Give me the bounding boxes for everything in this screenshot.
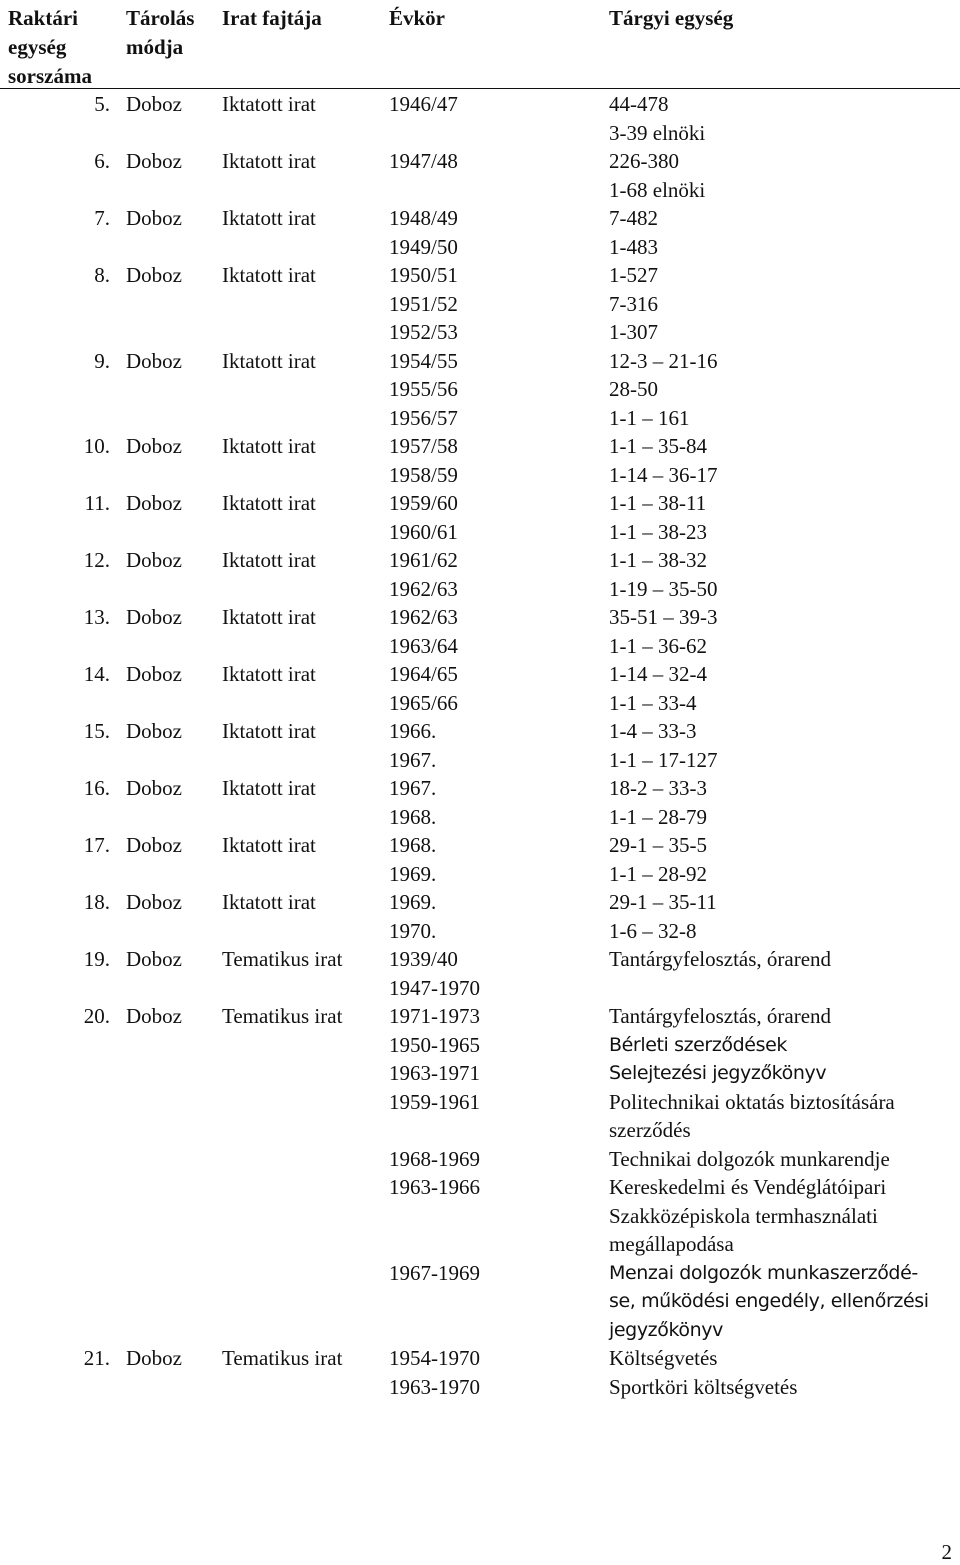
subject-cell (609, 204, 658, 261)
year-range (389, 1230, 480, 1259)
storage-mode: Doboz (126, 719, 182, 743)
subject-line: Sportköri költségvetés (609, 1374, 798, 1399)
subject-line: 1-14 – 36-17 (609, 462, 718, 487)
year-range: 1948/49 (389, 206, 458, 230)
box-number: 18. (83, 890, 110, 914)
subject-line: Szakközépiskola termhasználati (609, 1203, 878, 1228)
subject-line: 28-50 (609, 377, 658, 401)
storage-mode: Doboz (126, 348, 182, 373)
storage-mode: Doboz (126, 263, 182, 287)
subject-cell (609, 831, 707, 888)
subject-cell (609, 432, 718, 489)
year-range: 1960/61 (389, 519, 458, 544)
year-range (389, 176, 458, 205)
year-range: 1966. (389, 719, 437, 743)
year-range: 1939/40 (389, 947, 458, 971)
year-range: 1958/59 (389, 462, 458, 487)
subject-line: 1-307 (609, 320, 658, 344)
subject-line: 1-1 – 35-84 (609, 434, 707, 458)
year-range-cell (389, 945, 480, 1002)
subject-line: Költségvetés (609, 1346, 718, 1370)
subject-cell (609, 945, 831, 1002)
document-type: Tematikus irat (222, 1346, 343, 1370)
table-row (0, 432, 960, 489)
box-number: 12. (83, 548, 110, 572)
year-range: 1954-1970 (389, 1346, 480, 1370)
subject-line (609, 974, 831, 1003)
year-range: 1950-1965 (389, 1032, 480, 1057)
subject-line: 1-4 – 33-3 (609, 719, 697, 743)
storage-mode: Doboz (126, 1346, 182, 1370)
year-range: 1951/52 (389, 291, 458, 316)
subject-line: szerződés (609, 1118, 691, 1142)
subject-cell (609, 1344, 797, 1401)
year-range: 1957/58 (389, 434, 458, 458)
year-range: 1963-1966 (389, 1175, 480, 1199)
subject-line: 1-1 – 33-4 (609, 690, 697, 715)
year-range: 1954/55 (389, 348, 458, 373)
subject-line: Tantárgyfelosztás, órarend (609, 947, 832, 971)
year-range-cell (389, 831, 436, 888)
subject-line: 1-527 (609, 263, 658, 287)
document-type: Tematikus irat (222, 947, 343, 971)
subject-line: Menzai dolgozók munkaszerződé- (609, 1261, 918, 1284)
subject-cell (609, 774, 707, 831)
document-type: Iktatott irat (222, 719, 316, 743)
document-type: Iktatott irat (222, 263, 316, 287)
year-range: 1967-1969 (389, 1260, 480, 1285)
year-range-cell (389, 147, 458, 204)
document-type: Iktatott irat (222, 662, 316, 686)
subject-line: 7-316 (609, 291, 658, 316)
box-number: 11. (84, 491, 110, 515)
year-range: 1963/64 (389, 633, 458, 658)
storage-mode: Doboz (126, 662, 182, 686)
year-range: 1962/63 (389, 576, 458, 601)
subject-cell (609, 717, 718, 774)
year-range: 1956/57 (389, 405, 458, 430)
year-range: 1949/50 (389, 234, 458, 259)
subject-line: Tantárgyfelosztás, órarend (609, 1004, 832, 1028)
subject-line: 1-1 – 38-23 (609, 519, 707, 544)
table-row (0, 1344, 960, 1401)
storage-mode: Doboz (126, 833, 182, 857)
year-range: 1963-1970 (389, 1374, 480, 1399)
subject-line: 1-1 – 38-11 (609, 491, 707, 515)
year-range: 1969. (389, 861, 437, 886)
storage-mode: Doboz (126, 434, 182, 458)
year-range-cell (389, 489, 458, 546)
table-row (0, 546, 960, 603)
subject-line: 12-3 – 21-16 (609, 348, 718, 373)
year-range-cell (389, 90, 458, 147)
subject-line: 1-1 – 17-127 (609, 747, 718, 772)
document-type: Iktatott irat (222, 434, 316, 458)
document-type: Iktatott irat (222, 149, 316, 173)
header-irat-fajtaja: Irat fajtája (222, 6, 322, 30)
year-range: 1963-1971 (389, 1061, 480, 1085)
document-type: Iktatott irat (222, 605, 316, 629)
subject-line: Politechnikai oktatás biztosítására (609, 1089, 895, 1114)
year-range-cell (389, 347, 458, 433)
year-range: 1952/53 (389, 320, 458, 344)
year-range-cell (389, 1002, 480, 1344)
year-range: 1969. (389, 890, 437, 914)
box-number: 16. (83, 776, 110, 800)
subject-line: 1-14 – 32-4 (609, 662, 707, 686)
subject-line: Bérleti szerződések (609, 1033, 787, 1056)
subject-line: Technikai dolgozók munkarendje (609, 1146, 890, 1171)
table-row (0, 204, 960, 261)
year-range-cell (389, 603, 458, 660)
subject-line: 1-19 – 35-50 (609, 576, 718, 601)
box-number: 21. (83, 1346, 110, 1370)
document-type: Tematikus irat (222, 1004, 343, 1028)
table-row (0, 945, 960, 1002)
year-range: 1946/47 (389, 92, 458, 116)
box-number: 10. (83, 434, 110, 458)
subject-cell (609, 603, 718, 660)
box-number: 7. (94, 206, 110, 230)
subject-line: 1-1 – 36-62 (609, 633, 707, 658)
table-row (0, 261, 960, 347)
year-range: 1968. (389, 804, 437, 829)
year-range: 1959-1961 (389, 1089, 480, 1114)
subject-line: 44-478 (609, 92, 669, 116)
document-type: Iktatott irat (222, 548, 316, 572)
subject-line: 1-483 (609, 234, 658, 259)
storage-mode: Doboz (126, 92, 182, 116)
storage-mode: Doboz (126, 890, 182, 914)
table-row (0, 660, 960, 717)
header-tarolas-modja: Tárolás módja (126, 6, 195, 59)
storage-mode: Doboz (126, 491, 182, 515)
year-range-cell (389, 774, 436, 831)
document-type: Iktatott irat (222, 890, 316, 914)
subject-line: 3-39 elnöki (609, 120, 706, 145)
storage-mode: Doboz (126, 605, 182, 629)
subject-line: jegyzőkönyv (609, 1318, 723, 1341)
storage-mode: Doboz (126, 776, 182, 800)
subject-line: Kereskedelmi és Vendéglátóipari (609, 1175, 887, 1199)
header-targyi-egyseg: Tárgyi egység (609, 6, 734, 30)
subject-line: megállapodása (609, 1232, 734, 1256)
year-range: 1961/62 (389, 548, 458, 572)
table-row (0, 347, 960, 433)
subject-cell (609, 489, 707, 546)
year-range (389, 1316, 480, 1345)
table-row (0, 831, 960, 888)
table-row (0, 147, 960, 204)
subject-line: Selejtezési jegyzőkönyv (609, 1062, 827, 1084)
box-number: 20. (83, 1004, 110, 1028)
year-range: 1962/63 (389, 605, 458, 629)
header-evkor: Évkör (389, 6, 446, 30)
table-row (0, 774, 960, 831)
year-range: 1955/56 (389, 377, 458, 401)
year-range-cell (389, 546, 458, 603)
storage-mode: Doboz (126, 548, 182, 572)
subject-cell (609, 888, 717, 945)
subject-line: 1-68 elnöki (609, 177, 706, 202)
subject-line: 1-1 – 28-92 (609, 861, 707, 886)
subject-line: 18-2 – 33-3 (609, 776, 707, 800)
subject-line: 35-51 – 39-3 (609, 605, 718, 629)
year-range-cell (389, 432, 458, 489)
subject-line: 226-380 (609, 149, 679, 173)
header-rule (0, 88, 960, 89)
subject-cell (609, 660, 707, 717)
year-range: 1970. (389, 918, 437, 943)
subject-line: 1-1 – 38-32 (609, 548, 707, 572)
subject-line: 1-6 – 32-8 (609, 918, 697, 943)
year-range: 1971-1973 (389, 1004, 480, 1028)
table-row (0, 489, 960, 546)
subject-cell (609, 261, 658, 347)
box-number: 15. (83, 719, 110, 743)
year-range-cell (389, 717, 436, 774)
subject-cell (609, 90, 705, 147)
document-type: Iktatott irat (222, 776, 316, 800)
year-range: 1947/48 (389, 149, 458, 173)
year-range (389, 1287, 480, 1316)
table-row (0, 90, 960, 147)
subject-line: 29-1 – 35-5 (609, 833, 707, 857)
year-range (389, 119, 458, 148)
year-range: 1965/66 (389, 690, 458, 715)
document-type: Iktatott irat (222, 206, 316, 230)
subject-cell (609, 546, 718, 603)
document-type: Iktatott irat (222, 491, 316, 515)
box-number: 13. (83, 605, 110, 629)
year-range-cell (389, 888, 436, 945)
year-range: 1968. (389, 833, 437, 857)
subject-cell (609, 1002, 929, 1344)
table-row (0, 717, 960, 774)
year-range: 1967. (389, 776, 437, 800)
subject-line: 7-482 (609, 206, 658, 230)
subject-cell (609, 147, 705, 204)
table-row (0, 1002, 960, 1344)
table-body (0, 90, 960, 1401)
document-type: Iktatott irat (222, 92, 316, 116)
year-range (389, 1116, 480, 1145)
year-range-cell (389, 204, 458, 261)
table-row (0, 888, 960, 945)
box-number: 17. (83, 833, 110, 857)
box-number: 6. (94, 149, 110, 173)
year-range: 1959/60 (389, 491, 458, 515)
storage-mode: Doboz (126, 206, 182, 230)
year-range-cell (389, 660, 458, 717)
storage-mode: Doboz (126, 1004, 182, 1028)
year-range: 1968-1969 (389, 1146, 480, 1171)
storage-mode: Doboz (126, 947, 182, 971)
subject-line: se, működési engedély, ellenőrzési (609, 1290, 929, 1312)
year-range (389, 1202, 480, 1231)
header-raktari-egyseg-sorszama: Raktári egység sorszáma (8, 6, 92, 88)
document-type: Iktatott irat (222, 348, 316, 373)
box-number: 19. (83, 947, 110, 971)
box-number: 5. (94, 92, 110, 116)
storage-mode: Doboz (126, 149, 182, 173)
subject-line: 1-1 – 161 (609, 405, 690, 430)
subject-line: 1-1 – 28-79 (609, 804, 707, 829)
page-number: 2 (941, 1540, 952, 1564)
year-range: 1967. (389, 747, 437, 772)
subject-line: 29-1 – 35-11 (609, 890, 717, 914)
subject-cell (609, 347, 718, 433)
table-header (0, 0, 960, 90)
box-number: 14. (83, 662, 110, 686)
box-number: 9. (94, 348, 110, 373)
year-range: 1950/51 (389, 263, 458, 287)
table-row (0, 603, 960, 660)
year-range-cell (389, 1344, 480, 1401)
year-range-cell (389, 261, 458, 347)
year-range: 1947-1970 (389, 975, 480, 1000)
box-number: 8. (94, 263, 110, 287)
year-range: 1964/65 (389, 662, 458, 686)
document-type: Iktatott irat (222, 833, 316, 857)
